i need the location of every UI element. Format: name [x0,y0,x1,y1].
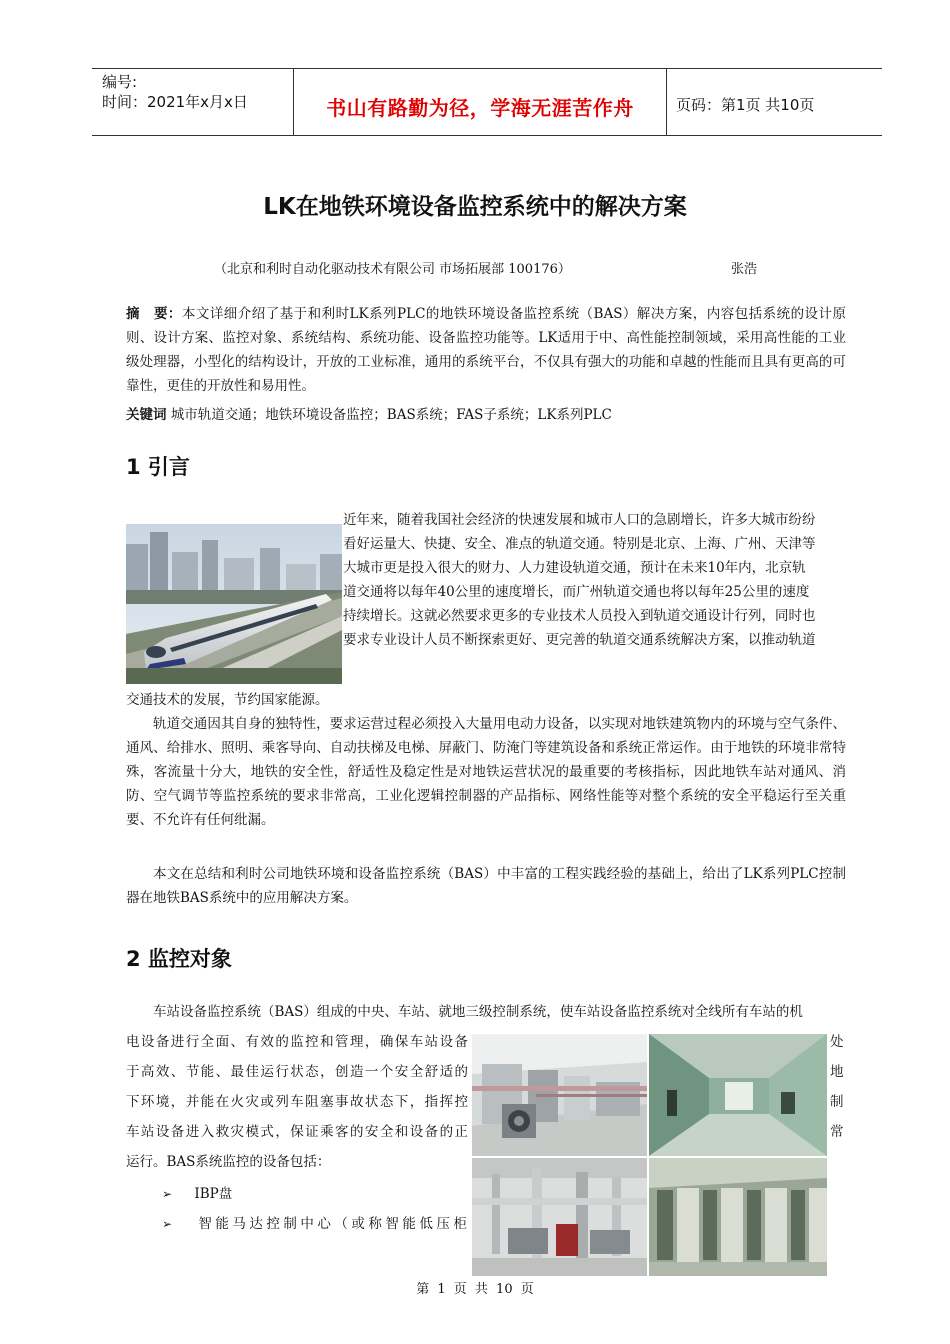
keywords-text: 城市轨道交通；地铁环境设备监控；BAS系统；FAS子系统；LK系列PLC [166,407,612,423]
text-char: 常 [830,1124,844,1140]
header-meta [102,72,248,112]
bullet-text: 智能马达控制中心（或称智能低压柜 [198,1216,471,1232]
author: 张浩 [731,262,758,277]
intro-paragraph-wrapped [343,508,846,652]
text-line: 看好运量大、快捷、安全、准点的轨道交通。特别是北京、上海、广州、天津等 [343,536,816,552]
text-line: 持续增长。这就必然要求更多的专业技术人员投入到轨道交通设计行列，同时也 [343,608,816,624]
text-line: 车站设备进入救灾模式，保证乘客的安全和设备的正 [126,1124,468,1140]
abstract [126,302,846,398]
monitor-paragraph-wrapped [126,1030,468,1174]
header-page-label: 页码：第1页 共10页 [676,96,815,114]
text-char: 制 [830,1094,844,1110]
bullet-item [162,1212,470,1232]
section-heading: 1 引言 [126,455,190,479]
pump-room-photo [472,1158,647,1276]
intro-paragraph-tail: 交通技术的发展，节约国家能源。 [126,692,329,708]
text-line: 于高效、节能、最佳运行状态，创造一个安全舒适的 [126,1064,468,1080]
header-motto: 书山有路勤为径，学海无涯苦作舟 [326,96,634,120]
text-line: 要求专业设计人员不断探索更好、更完善的轨道交通系统解决方案，以推动轨道 [343,632,816,648]
abstract-label: 摘 要： [126,306,182,322]
arrow-bullet-icon: ➢ [162,1187,173,1201]
abstract-text: 本文详细介绍了基于和利时LK系列PLC的地铁环境设备监控系统（BAS）解决方案，内容包括系统的设计原则、设计方案、监控对象、系统结构、系统功能、设备监控功能等。LK适用于中、高性能控制领域，采用高性能的工业级处理器，小型化的结构设计，开放的工业标准，通用的系统平台，不仅具有强大的功能和卓越的性能而且具有更高的可靠性，更佳的开放性和易用性。 [126,306,846,394]
text-line: 大城市更是投入很大的财力、人力建设轨道交通，预计在未来10年内，北京轨 [343,560,806,576]
keywords-label: 关键词 [126,407,167,423]
chiller-equipment-photo [472,1034,647,1156]
document-title: LK在地铁环境设备监控系统中的解决方案 [263,194,687,220]
text-char: 地 [830,1064,844,1080]
header-bottom-rule [92,135,882,136]
text-char: 处 [830,1034,844,1050]
number-label: 编号: [102,73,138,91]
bullet-text: IBP盘 [194,1186,233,1202]
intro-paragraph-3: 本文在总结和利时公司地铁环境和设备监控系统（BAS）中丰富的工程实践经验的基础上，给出了LK系列PLC控制器在地铁BAS系统中的应用解决方案。 [126,866,846,906]
header-top-rule [92,68,882,69]
platform-screen-doors-photo [649,1158,827,1276]
arrow-bullet-icon: ➢ [162,1217,176,1231]
affiliation: （北京和利时自动化驱动技术有限公司 市场拓展部 100176） [214,262,571,277]
text-line: 运行。BAS系统监控的设备包括： [126,1154,331,1170]
section-heading: 2 监控对象 [126,947,232,971]
text-line: 道交通将以每年40公里的速度增长，而广州轨道交通也将以每年25公里的速度 [343,584,810,600]
text-line: 下环境，并能在火灾或列车阻塞事故状态下，指挥控 [126,1094,468,1110]
keywords [126,403,846,427]
monitor-paragraph-right-chars [830,1030,846,1144]
maglev-train-photo [126,524,342,684]
text-line: 电设备进行全面、有效的监控和管理，确保车站设备 [126,1034,468,1050]
time-label: 时间：2021年x月x日 [102,93,248,111]
page-footer: 第 1 页 共 10 页 [416,1282,534,1297]
header-divider [666,68,667,136]
monitor-paragraph-line: 车站设备监控系统（BAS）组成的中央、车站、就地三级控制系统，使车站设备监控系统对全线所有车站的机 [153,1004,803,1020]
intro-paragraph-2: 轨道交通因其自身的独特性，要求运营过程必须投入大量用电动力设备，以实现对地铁建筑物内的环境与空气条件、通风、给排水、照明、乘客导向、自动扶梯及电梯、屏蔽门、防淹门等建筑设备和系统正常运作。由于地铁的环境非常特殊，客流量十分大，地铁的安全性，舒适性及稳定性是对地铁运营状况的最重要的考核指标，因此地铁车站对通风、消防、空气调节等监控系统的要求非常高，工业化逻辑控制器的产品指标、网络性能等对整个系统的安全平稳运行至关重要、不允许有任何纰漏。 [126,716,846,828]
subway-corridor-photo [649,1034,827,1156]
bullet-item [162,1182,232,1202]
text-line: 近年来，随着我国社会经济的快速发展和城市人口的急剧增长，许多大城市纷纷 [343,512,816,528]
